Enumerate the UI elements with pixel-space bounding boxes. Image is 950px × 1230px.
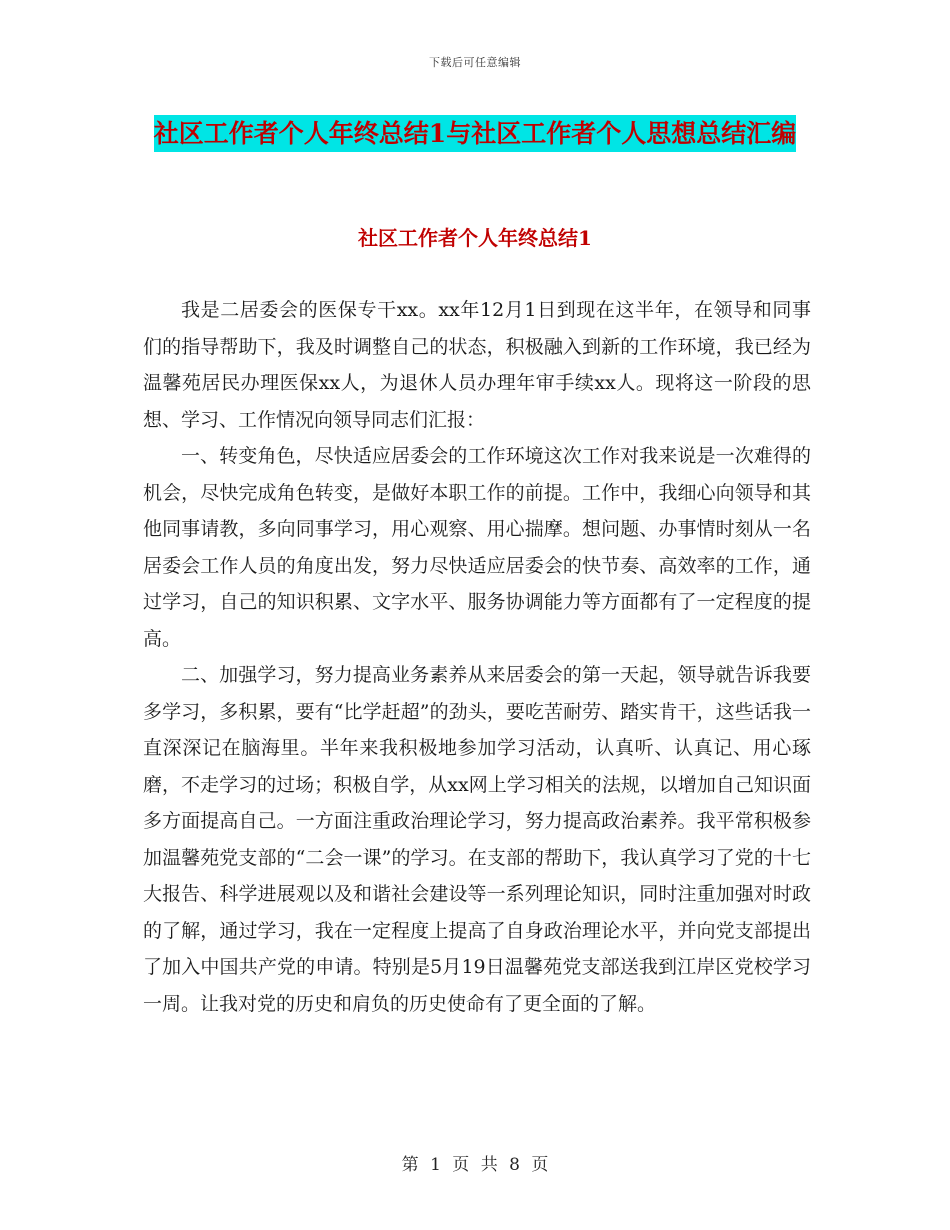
document-body: [143, 292, 811, 1022]
paragraph-study: 二、加强学习，努力提高业务素养从来居委会的第一天起，领导就告诉我要多学习，多积累，要有“比学赶超”的劲头，要吃苦耐劳、踏实肯干，这些话我一直深深记在脑海里。半年来我积极地参加学习活动，认真听、认真记、用心琢磨，不走学习的过场；积极自学，从xx网上学习相关的法规，以增加自己知识面多方面提高自己。一方面注重政治理论学习，努力提高政治素养。我平常积极参加温馨苑党支部的“二会一课”的学习。在支部的帮助下，我认真学习了党的十七大报告、科学进展观以及和谐社会建设等一系列理论知识，同时注重加强对时政的了解，通过学习，我在一定程度上提高了自身政治理论水平，并向党支部提出了加入中国共产党的申请。特别是5月19日温馨苑党支部送我到江岸区党校学习一周。让我对党的历史和肩负的历史使命有了更全面的了解。: [143, 664, 811, 1015]
page-footer: 第 1 页 共 8 页: [401, 1155, 549, 1175]
document-title: [140, 108, 810, 160]
document-title-text: 社区工作者个人年终总结1与社区工作者个人思想总结汇编: [154, 115, 796, 152]
header-note: 下载后可任意编辑: [429, 56, 521, 69]
paragraph-intro: 我是二居委会的医保专干xx。xx年12月1日到现在这半年，在领导和同事们的指导帮助下，我及时调整自己的状态，积极融入到新的工作环境，我已经为温馨苑居民办理医保xx人，为退休人员办理年审手续xx人。现将这一阶段的思想、学习、工作情况向领导同志们汇报：: [143, 299, 811, 431]
section-title: 社区工作者个人年终总结1: [358, 226, 592, 250]
paragraph-role-change: 一、转变角色，尽快适应居委会的工作环境这次工作对我来说是一次难得的机会，尽快完成角色转变，是做好本职工作的前提。工作中，我细心向领导和其他同事请教，多向同事学习，用心观察、用心揣摩。想问题、办事情时刻从一名居委会工作人员的角度出发，努力尽快适应居委会的快节奏、高效率的工作，通过学习，自己的知识积累、文字水平、服务协调能力等方面都有了一定程度的提高。: [143, 445, 811, 650]
